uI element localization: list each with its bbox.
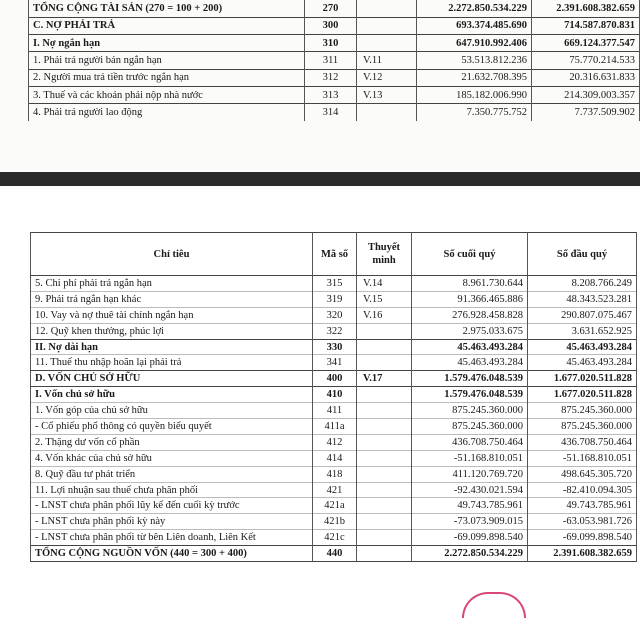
table-row	[31, 450, 637, 466]
row-label: 10. Vay và nợ thuê tài chính ngắn hạn	[31, 307, 313, 323]
header-note: Thuyết minh	[357, 233, 412, 276]
table-header	[31, 233, 637, 276]
row-end-value: 49.743.785.961	[412, 498, 528, 514]
row-label: 1. Vốn góp của chủ sở hữu	[31, 403, 313, 419]
table-row	[31, 339, 637, 355]
row-start-value: 75.770.214.533	[532, 52, 640, 69]
top-balance-table	[28, 0, 640, 121]
row-note: V.14	[357, 276, 412, 292]
row-note	[357, 434, 412, 450]
top-page-fragment	[0, 0, 640, 170]
row-code: 341	[313, 355, 357, 371]
table-row	[29, 86, 640, 103]
table-row	[31, 466, 637, 482]
row-start-value: 2.391.608.382.659	[528, 546, 637, 562]
row-label: 2. Người mua trả tiền trước ngắn hạn	[29, 69, 305, 86]
row-code: 314	[305, 104, 357, 121]
row-end-value: 276.928.458.828	[412, 307, 528, 323]
row-label: 3. Thuế và các khoản phải nộp nhà nước	[29, 86, 305, 103]
row-code: 421c	[313, 530, 357, 546]
table-row	[31, 371, 637, 387]
row-start-value: 1.677.020.511.828	[528, 371, 637, 387]
row-note	[357, 104, 417, 121]
table-row	[29, 17, 640, 34]
row-end-value: 875.245.360.000	[412, 419, 528, 435]
page-margin	[0, 186, 640, 232]
row-end-value: 21.632.708.395	[417, 69, 532, 86]
row-start-value: 48.343.523.281	[528, 291, 637, 307]
row-end-value: 2.975.033.675	[412, 323, 528, 339]
row-label: TỔNG CỘNG NGUỒN VỐN (440 = 300 + 400)	[31, 546, 313, 562]
row-start-value: 214.309.003.357	[532, 86, 640, 103]
table-row	[29, 35, 640, 52]
table-row	[31, 514, 637, 530]
row-note	[357, 323, 412, 339]
row-code: 300	[305, 17, 357, 34]
row-start-value: 290.807.075.467	[528, 307, 637, 323]
row-start-value: 669.124.377.547	[532, 35, 640, 52]
row-end-value: 436.708.750.464	[412, 434, 528, 450]
table-row	[31, 419, 637, 435]
row-code: 270	[305, 0, 357, 17]
row-label: 12. Quỹ khen thưởng, phúc lợi	[31, 323, 313, 339]
row-end-value: -73.073.909.015	[412, 514, 528, 530]
table-row	[29, 0, 640, 17]
row-label: - LNST chưa phân phối từ bên Liên doanh, Liên Kết	[31, 530, 313, 546]
row-label: - Cổ phiếu phổ thông có quyền biểu quyết	[31, 419, 313, 435]
row-end-value: 45.463.493.284	[412, 339, 528, 355]
table-row	[31, 307, 637, 323]
header-indicator: Chỉ tiêu	[31, 233, 313, 276]
row-note	[357, 546, 412, 562]
row-note	[357, 514, 412, 530]
header-end-of-quarter: Số cuối quý	[412, 233, 528, 276]
row-note	[357, 530, 412, 546]
row-label: C. NỢ PHẢI TRẢ	[29, 17, 305, 34]
row-label: 4. Vốn khác của chủ sở hữu	[31, 450, 313, 466]
table-row	[31, 482, 637, 498]
row-start-value: 2.391.608.382.659	[532, 0, 640, 17]
row-end-value: 2.272.850.534.229	[417, 0, 532, 17]
row-note	[357, 35, 417, 52]
row-code: 414	[313, 450, 357, 466]
table-row	[31, 387, 637, 403]
row-end-value: 8.961.730.644	[412, 276, 528, 292]
row-start-value: 45.463.493.284	[528, 355, 637, 371]
row-end-value: -51.168.810.051	[412, 450, 528, 466]
page-separator	[0, 172, 640, 186]
row-code: 421	[313, 482, 357, 498]
row-code: 421a	[313, 498, 357, 514]
row-note	[357, 450, 412, 466]
row-start-value: 1.677.020.511.828	[528, 387, 637, 403]
row-code: 440	[313, 546, 357, 562]
header-code: Mã số	[313, 233, 357, 276]
row-code: 313	[305, 86, 357, 103]
table-row	[29, 69, 640, 86]
row-label: D. VỐN CHỦ SỞ HỮU	[31, 371, 313, 387]
row-label: 2. Thặng dư vốn cổ phần	[31, 434, 313, 450]
row-note: V.16	[357, 307, 412, 323]
row-start-value: 436.708.750.464	[528, 434, 637, 450]
row-note	[357, 403, 412, 419]
top-table-body	[29, 0, 640, 121]
row-code: 330	[313, 339, 357, 355]
row-code: 319	[313, 291, 357, 307]
row-label: - LNST chưa phân phối lũy kế đến cuối kỳ trước	[31, 498, 313, 514]
red-seal-stamp	[462, 592, 526, 618]
row-start-value: -63.053.981.726	[528, 514, 637, 530]
row-code: 311	[305, 52, 357, 69]
row-note: V.15	[357, 291, 412, 307]
row-note	[357, 498, 412, 514]
row-end-value: 91.366.465.886	[412, 291, 528, 307]
table-row	[31, 355, 637, 371]
row-end-value: 45.463.493.284	[412, 355, 528, 371]
row-end-value: 7.350.775.752	[417, 104, 532, 121]
row-note	[357, 355, 412, 371]
row-label: 11. Thuế thu nhập hoãn lại phải trả	[31, 355, 313, 371]
row-note	[357, 482, 412, 498]
row-end-value: 1.579.476.048.539	[412, 387, 528, 403]
row-start-value: 8.208.766.249	[528, 276, 637, 292]
row-code: 410	[313, 387, 357, 403]
row-label: I. Nợ ngắn hạn	[29, 35, 305, 52]
row-note	[357, 339, 412, 355]
table-row	[31, 276, 637, 292]
row-label: 8. Quỹ đầu tư phát triển	[31, 466, 313, 482]
table-row	[31, 530, 637, 546]
table-row	[31, 291, 637, 307]
row-end-value: 875.245.360.000	[412, 403, 528, 419]
row-end-value: 53.513.812.236	[417, 52, 532, 69]
row-label: 5. Chi phí phải trả ngắn hạn	[31, 276, 313, 292]
table-row	[29, 52, 640, 69]
row-end-value: 647.910.992.406	[417, 35, 532, 52]
row-note: V.11	[357, 52, 417, 69]
row-code: 411a	[313, 419, 357, 435]
row-code: 312	[305, 69, 357, 86]
row-note	[357, 0, 417, 17]
row-code: 421b	[313, 514, 357, 530]
row-start-value: 3.631.652.925	[528, 323, 637, 339]
row-note: V.17	[357, 371, 412, 387]
row-label: 11. Lợi nhuận sau thuế chưa phân phối	[31, 482, 313, 498]
row-code: 310	[305, 35, 357, 52]
row-start-value: -82.410.094.305	[528, 482, 637, 498]
row-start-value: -69.099.898.540	[528, 530, 637, 546]
row-label: 9. Phải trả ngắn hạn khác	[31, 291, 313, 307]
row-label: - LNST chưa phân phối kỳ này	[31, 514, 313, 530]
row-note: V.13	[357, 86, 417, 103]
table-row	[29, 104, 640, 121]
row-label: TỔNG CỘNG TÀI SẢN (270 = 100 + 200)	[29, 0, 305, 17]
header-start-of-quarter: Số đầu quý	[528, 233, 637, 276]
row-label: 4. Phải trả người lao động	[29, 104, 305, 121]
row-end-value: 185.182.006.990	[417, 86, 532, 103]
table-row	[31, 434, 637, 450]
row-end-value: 693.374.485.690	[417, 17, 532, 34]
row-note	[357, 17, 417, 34]
row-start-value: 49.743.785.961	[528, 498, 637, 514]
table-row	[31, 498, 637, 514]
row-end-value: 2.272.850.534.229	[412, 546, 528, 562]
row-label: 1. Phải trả người bán ngắn hạn	[29, 52, 305, 69]
table-row	[31, 546, 637, 562]
table-row	[31, 403, 637, 419]
row-start-value: 498.645.305.720	[528, 466, 637, 482]
bottom-table-body	[31, 276, 637, 562]
row-code: 400	[313, 371, 357, 387]
row-end-value: -69.099.898.540	[412, 530, 528, 546]
row-code: 418	[313, 466, 357, 482]
row-start-value: 7.737.509.902	[532, 104, 640, 121]
row-end-value: -92.430.021.594	[412, 482, 528, 498]
row-code: 411	[313, 403, 357, 419]
row-label: II. Nợ dài hạn	[31, 339, 313, 355]
row-note	[357, 419, 412, 435]
row-code: 322	[313, 323, 357, 339]
row-start-value: 714.587.870.831	[532, 17, 640, 34]
row-note: V.12	[357, 69, 417, 86]
row-note	[357, 387, 412, 403]
row-start-value: 45.463.493.284	[528, 339, 637, 355]
row-code: 320	[313, 307, 357, 323]
bottom-balance-table	[30, 232, 637, 562]
row-label: I. Vốn chủ sở hữu	[31, 387, 313, 403]
row-code: 412	[313, 434, 357, 450]
row-code: 315	[313, 276, 357, 292]
row-start-value: 20.316.631.833	[532, 69, 640, 86]
row-end-value: 411.120.769.720	[412, 466, 528, 482]
row-end-value: 1.579.476.048.539	[412, 371, 528, 387]
row-note	[357, 466, 412, 482]
row-start-value: -51.168.810.051	[528, 450, 637, 466]
row-start-value: 875.245.360.000	[528, 419, 637, 435]
table-row	[31, 323, 637, 339]
row-start-value: 875.245.360.000	[528, 403, 637, 419]
